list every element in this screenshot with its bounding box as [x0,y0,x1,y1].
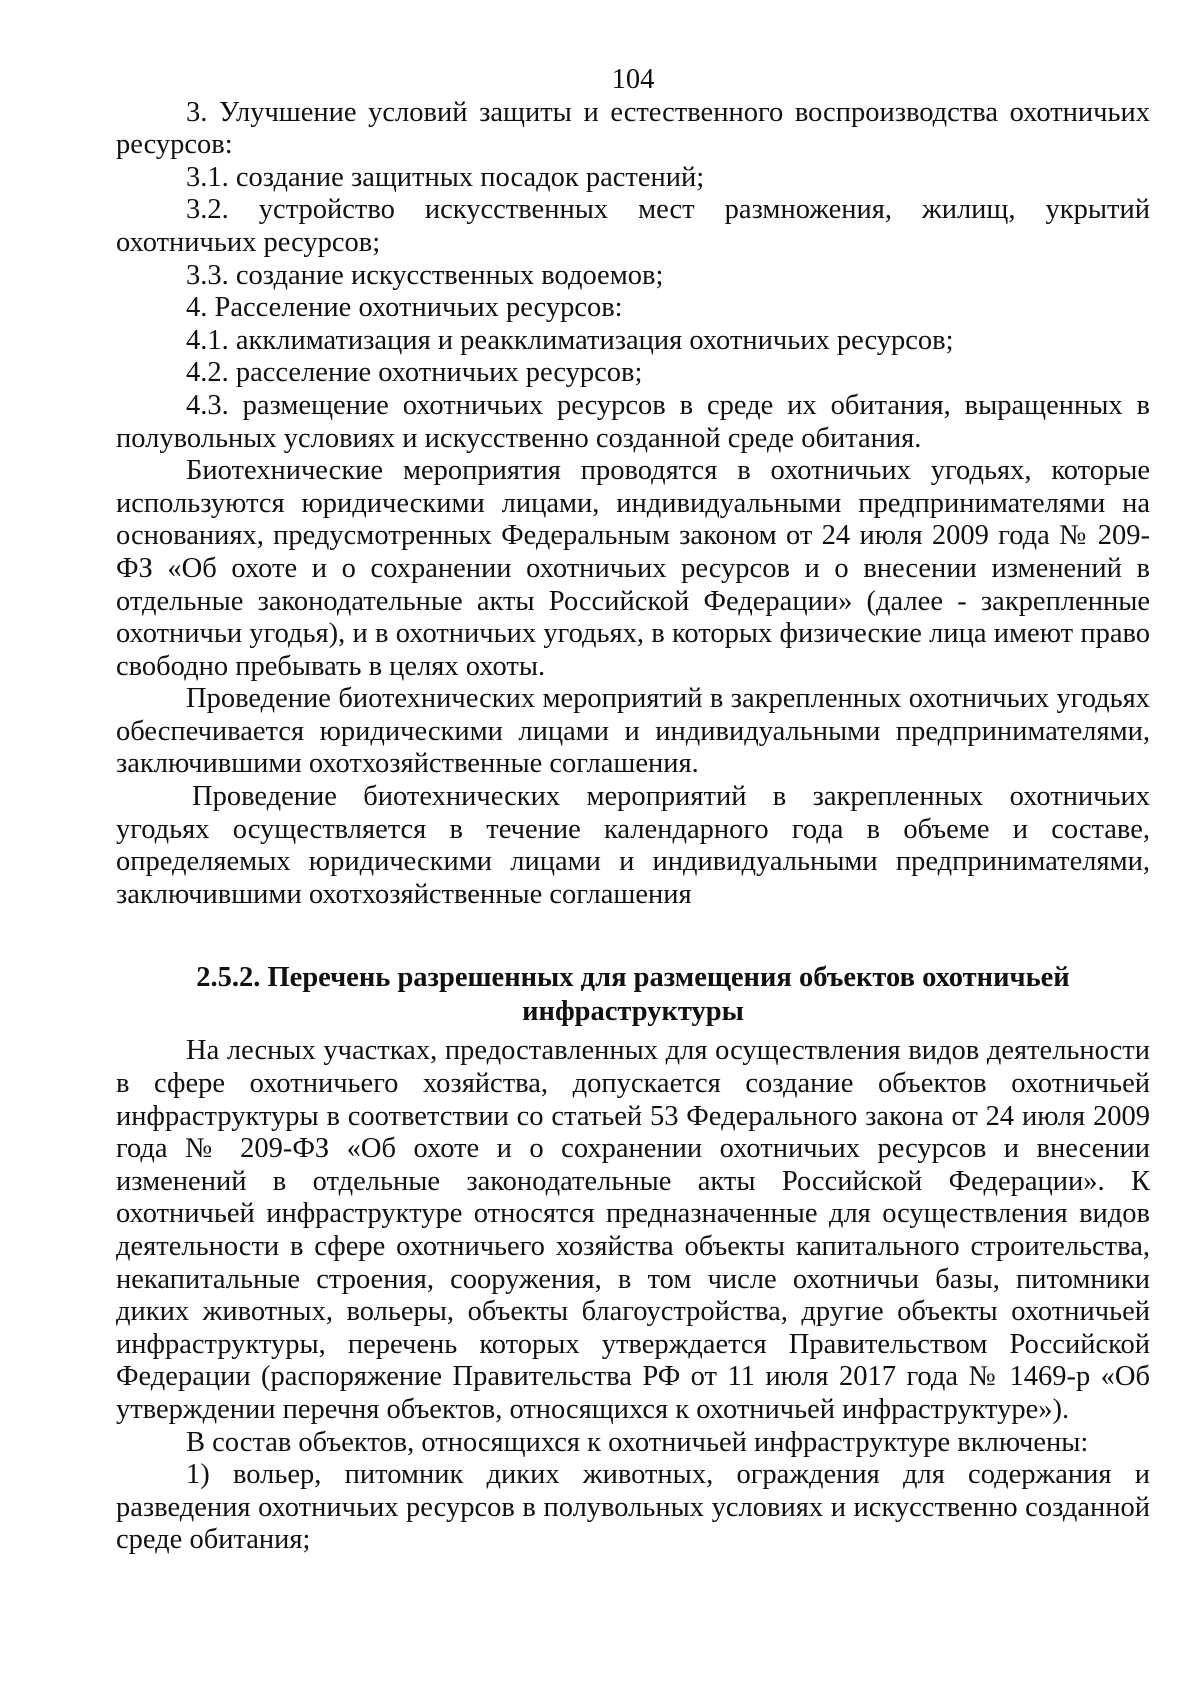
paragraph: 4.2. расселение охотничьих ресурсов; [186,357,643,389]
paragraph: Биотехнические мероприятия проводятся в охотничьих угодьях, которые используются юридическими лицами, индивидуальными предпринимателями на основаниях, предусмотренных Федеральным законом от 24 июля 2009 года № 209-ФЗ «Об охоте и о сохранении охотничьих ресурсов и о внесении изменений в отдельные законодательные акты Российской Федерации» (далее - закрепленные охотничьи угодья), и в охотничьих угодьях, в которых физические лица имеют право свободно пребывать в целях охоты. [116,455,1150,682]
document-page [116,64,1150,1557]
paragraph: В состав объектов, относящихся к охотничьей инфраструктуре включены: [186,1426,1089,1458]
paragraph: Проведение биотехнических мероприятий в закрепленных охотничьих угодьях осуществляется в течение календарного года в объеме и составе, определяемых юридическими лицами и индивидуальными предпринимателями, заключившими охотхозяйственные соглашения [116,781,1150,910]
section-spacer [116,911,1150,961]
paragraph: 3.3. создание искусственных водоемов; [186,259,664,291]
paragraph: 4. Расселение охотничьих ресурсов: [186,292,623,324]
paragraph: На лесных участках, предоставленных для осуществления видов деятельности в сфере охотничьего хозяйства, допускается создание объектов охотничьей инфраструктуры в соответствии со статьей 53 Федерального закона от 24 июля 2009 года № 209-ФЗ «Об охоте и о сохранении охотничьих ресурсов и внесении изменений в отдельные законодательные акты Российской Федерации». К охотничьей инфраструктуре относятся предназначенные для осуществления видов деятельности в сфере охотничьего хозяйства объекты капитального строительства, некапитальные строения, сооружения, в том числе охотничьи базы, питомники диких животных, вольеры, объекты благоустройства, другие объекты охотничьей инфраструктуры, перечень которых утверждается Правительством Российской Федерации (распоряжение Правительства РФ от 11 июля 2017 года № 1469-р «Об утверждении перечня объектов, относящихся к охотничьей инфраструктуре»). [116,1035,1150,1425]
section-heading: 2.5.2. Перечень разрешенных для размещения объектов охотничьей инфраструктуры [196,962,1070,1028]
paragraph: 3. Улучшение условий защиты и естественного воспроизводства охотничьих ресурсов: [116,96,1150,161]
paragraph: Проведение биотехнических мероприятий в закрепленных охотничьих угодьях обеспечивается юридическими лицами и индивидуальными предпринимателями, заключившими охотхозяйственные соглашения. [116,683,1150,780]
paragraph: 1) вольер, питомник диких животных, ограждения для содержания и разведения охотничьих ресурсов в полувольных условиях и искусственно созданной среде обитания; [116,1459,1150,1556]
page-number: 104 [611,64,655,95]
paragraph: 4.1. акклиматизация и реакклиматизация охотничьих ресурсов; [186,324,954,356]
paragraph: 3.2. устройство искусственных мест размножения, жилищ, укрытий охотничьих ресурсов; [116,194,1150,258]
paragraph: 4.3. размещение охотничьих ресурсов в среде их обитания, выращенных в полувольных условиях и искусственно созданной среде обитания. [116,389,1150,454]
paragraph: 3.1. создание защитных посадок растений; [186,161,705,193]
